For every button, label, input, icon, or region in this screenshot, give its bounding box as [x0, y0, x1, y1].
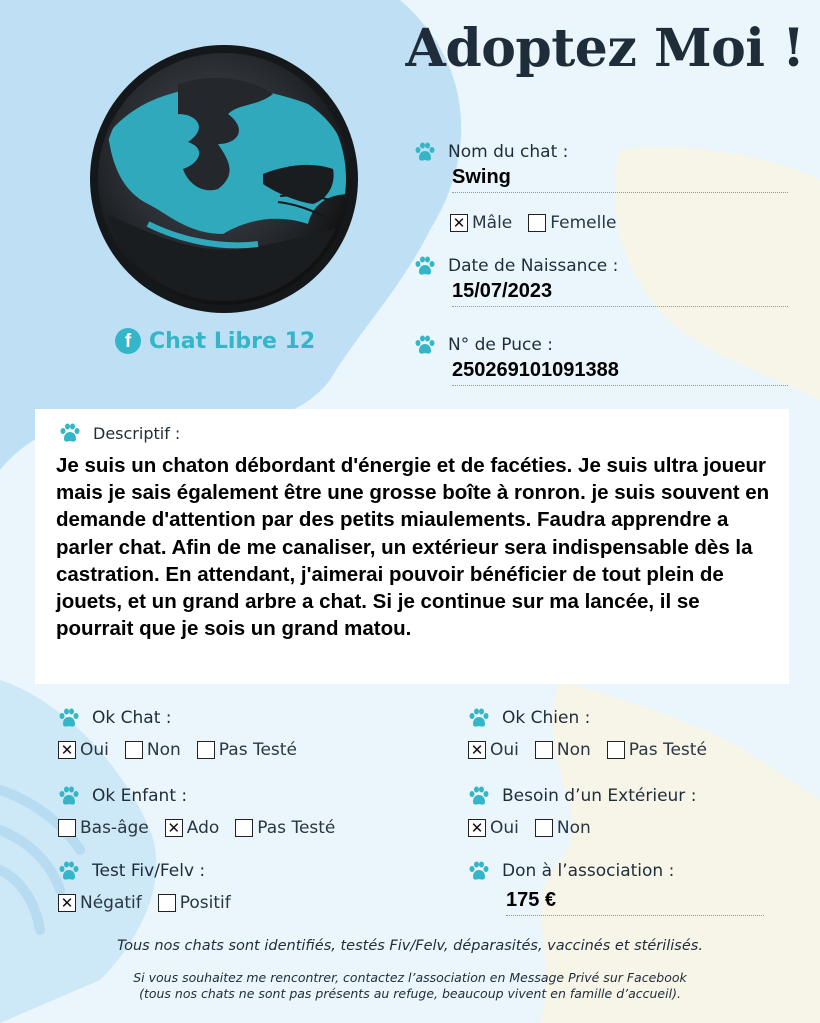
ok-chien-option-pas-teste[interactable]: Pas Testé	[607, 740, 707, 760]
fiv-section	[58, 861, 241, 913]
checkbox[interactable]: ✕	[468, 741, 486, 759]
checkbox-male[interactable]: ✕	[450, 214, 468, 232]
checkbox[interactable]: ✕	[468, 819, 486, 837]
facebook-page-name: Chat Libre 12	[149, 328, 316, 354]
ok-chat-option-oui[interactable]: ✕ Oui	[58, 740, 109, 760]
cat-name-section	[414, 142, 788, 193]
exterieur-option-non[interactable]: Non	[535, 818, 591, 838]
sex-options	[450, 213, 627, 233]
paw-icon	[468, 708, 490, 728]
ok-enfant-label: Ok Enfant :	[92, 786, 188, 806]
description-label: Descriptif :	[93, 423, 181, 443]
facebook-link[interactable]	[115, 328, 315, 354]
ok-chat-option-non[interactable]: Non	[125, 740, 181, 760]
description-text: Je suis un chaton débordant d'énergie et de facéties. Je suis ultra joueur mais je sais également être une grosse boîte à ronron. je suis souvent en demande d'attention par des petits miaulements. Faudra apprendre a parler chat. Afin de me canaliser, un extérieur sera indispensable dès la castration. En attendant, j'aimerai pouvoir bénéficier de tout plein de jouets, et un grand arbre a chat. Si je continue sur ma lancée, il se pourrait que je sois un grand matou.	[56, 454, 770, 641]
don-label: Don à l’association :	[502, 861, 675, 881]
ok-enfant-option-pas-teste[interactable]: Pas Testé	[235, 818, 335, 838]
paw-icon	[58, 786, 80, 806]
checkbox[interactable]	[535, 819, 553, 837]
facebook-icon: f	[115, 328, 141, 354]
chip-label: N° de Puce :	[448, 335, 553, 355]
footer-contact	[0, 970, 820, 1002]
description-box	[35, 409, 789, 684]
ok-chat-section	[58, 708, 307, 760]
checkbox[interactable]	[125, 741, 143, 759]
checkbox[interactable]	[197, 741, 215, 759]
ok-enfant-option-ado[interactable]: ✕ Ado	[165, 818, 220, 838]
checkbox[interactable]	[607, 741, 625, 759]
paw-icon	[58, 708, 80, 728]
birth-date-value: 15/07/2023	[452, 280, 788, 307]
checkbox[interactable]	[535, 741, 553, 759]
ok-chien-section	[468, 708, 717, 760]
paw-icon	[468, 786, 490, 806]
chip-value: 250269101091388	[452, 359, 788, 386]
ok-chat-option-pas-teste[interactable]: Pas Testé	[197, 740, 297, 760]
paw-icon	[414, 142, 436, 162]
checkbox[interactable]: ✕	[58, 741, 76, 759]
cat-name-value: Swing	[452, 166, 788, 193]
fiv-option-positif[interactable]: Positif	[158, 893, 231, 913]
footer-contact-line1: Si vous souhaitez me rencontrer, contactez l’association en Message Privé sur Facebook	[133, 970, 687, 985]
page-title: Adoptez Moi !	[405, 18, 805, 79]
association-logo	[88, 44, 360, 314]
paw-icon	[414, 256, 436, 276]
exterieur-section	[468, 786, 696, 838]
footer-note: Tous nos chats sont identifiés, testés Fiv/Felv, déparasités, vaccinés et stérilisés.	[117, 938, 703, 954]
chip-section	[414, 335, 788, 386]
footer-contact-line2: (tous nos chats ne sont pas présents au refuge, beaucoup vivent en famille d’accueil).	[139, 986, 681, 1001]
ok-chien-label: Ok Chien :	[502, 708, 591, 728]
ok-chien-option-oui[interactable]: ✕ Oui	[468, 740, 519, 760]
fiv-label: Test Fiv/Felv :	[92, 861, 206, 881]
don-section	[468, 861, 764, 916]
checkbox-female[interactable]	[528, 214, 546, 232]
sex-option-female[interactable]: Femelle	[528, 213, 616, 233]
fiv-option-negatif[interactable]: ✕ Négatif	[58, 893, 142, 913]
checkbox[interactable]: ✕	[165, 819, 183, 837]
ok-chat-label: Ok Chat :	[92, 708, 172, 728]
birth-date-section	[414, 256, 788, 307]
ok-enfant-option-bas-age[interactable]: Bas-âge	[58, 818, 149, 838]
paw-icon	[468, 861, 490, 881]
ok-enfant-section	[58, 786, 345, 838]
paw-icon	[58, 861, 80, 881]
checkbox[interactable]	[235, 819, 253, 837]
sex-option-male[interactable]: ✕ Mâle	[450, 213, 512, 233]
ok-chien-option-non[interactable]: Non	[535, 740, 591, 760]
paw-icon	[59, 423, 81, 443]
checkbox[interactable]: ✕	[58, 894, 76, 912]
exterieur-label: Besoin d’un Extérieur :	[502, 786, 697, 806]
checkbox[interactable]	[158, 894, 176, 912]
checkbox[interactable]	[58, 819, 76, 837]
paw-icon	[414, 335, 436, 355]
cat-name-label: Nom du chat :	[448, 142, 569, 162]
don-value: 175 €	[506, 889, 764, 916]
birth-date-label: Date de Naissance :	[448, 256, 619, 276]
exterieur-option-oui[interactable]: ✕ Oui	[468, 818, 519, 838]
